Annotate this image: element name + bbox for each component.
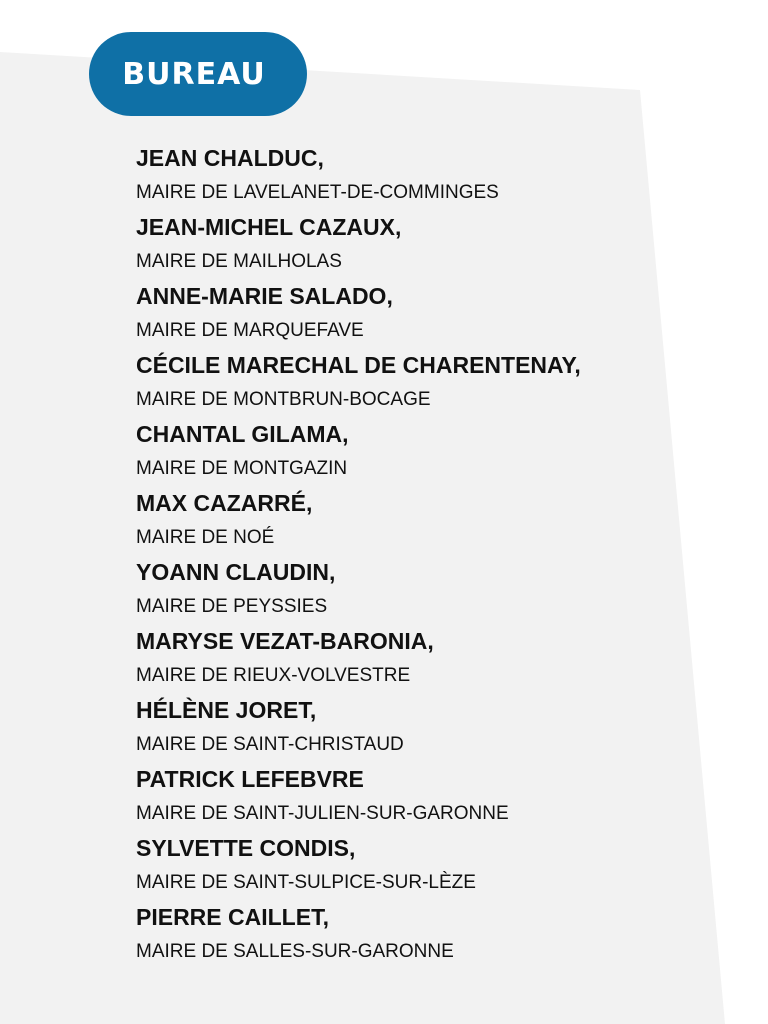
member-role: MAIRE DE SAINT-CHRISTAUD xyxy=(136,734,404,755)
list-item xyxy=(136,692,736,761)
list-item xyxy=(136,347,736,416)
list-item xyxy=(136,209,736,278)
member-name: JEAN CHALDUC, xyxy=(136,145,324,171)
member-name: CHANTAL GILAMA, xyxy=(136,421,349,447)
member-name: SYLVETTE CONDIS, xyxy=(136,835,356,861)
list-item xyxy=(136,416,736,485)
member-name: ANNE-MARIE SALADO, xyxy=(136,283,393,309)
member-role: MAIRE DE LAVELANET-DE-COMMINGES xyxy=(136,182,499,203)
member-role: MAIRE DE NOÉ xyxy=(136,527,275,548)
member-role: MAIRE DE RIEUX-VOLVESTRE xyxy=(136,665,411,686)
member-name: MAX CAZARRÉ, xyxy=(136,490,313,516)
list-item xyxy=(136,830,736,899)
member-role: MAIRE DE MONTBRUN-BOCAGE xyxy=(136,389,431,410)
list-item xyxy=(136,140,736,209)
member-role: MAIRE DE MONTGAZIN xyxy=(136,458,348,479)
member-name: HÉLÈNE JORET, xyxy=(136,697,317,723)
member-role: MAIRE DE SAINT-JULIEN-SUR-GARONNE xyxy=(136,803,509,824)
members-list xyxy=(136,140,736,968)
section-badge xyxy=(89,32,307,116)
member-role: MAIRE DE SALLES-SUR-GARONNE xyxy=(136,941,454,962)
member-role: MAIRE DE SAINT-SULPICE-SUR-LÈZE xyxy=(136,872,476,893)
list-item xyxy=(136,485,736,554)
section-title: BUREAU xyxy=(122,56,266,92)
member-name: JEAN-MICHEL CAZAUX, xyxy=(136,214,402,240)
list-item xyxy=(136,278,736,347)
member-name: PIERRE CAILLET, xyxy=(136,904,329,930)
member-name: CÉCILE MARECHAL DE CHARENTENAY, xyxy=(136,352,581,378)
list-item xyxy=(136,899,736,968)
member-name: PATRICK LEFEBVRE xyxy=(136,766,364,792)
member-name: MARYSE VEZAT-BARONIA, xyxy=(136,628,434,654)
member-role: MAIRE DE MAILHOLAS xyxy=(136,251,342,272)
list-item xyxy=(136,761,736,830)
member-role: MAIRE DE PEYSSIES xyxy=(136,596,328,617)
member-name: YOANN CLAUDIN, xyxy=(136,559,336,585)
list-item xyxy=(136,554,736,623)
list-item xyxy=(136,623,736,692)
member-role: MAIRE DE MARQUEFAVE xyxy=(136,320,364,341)
